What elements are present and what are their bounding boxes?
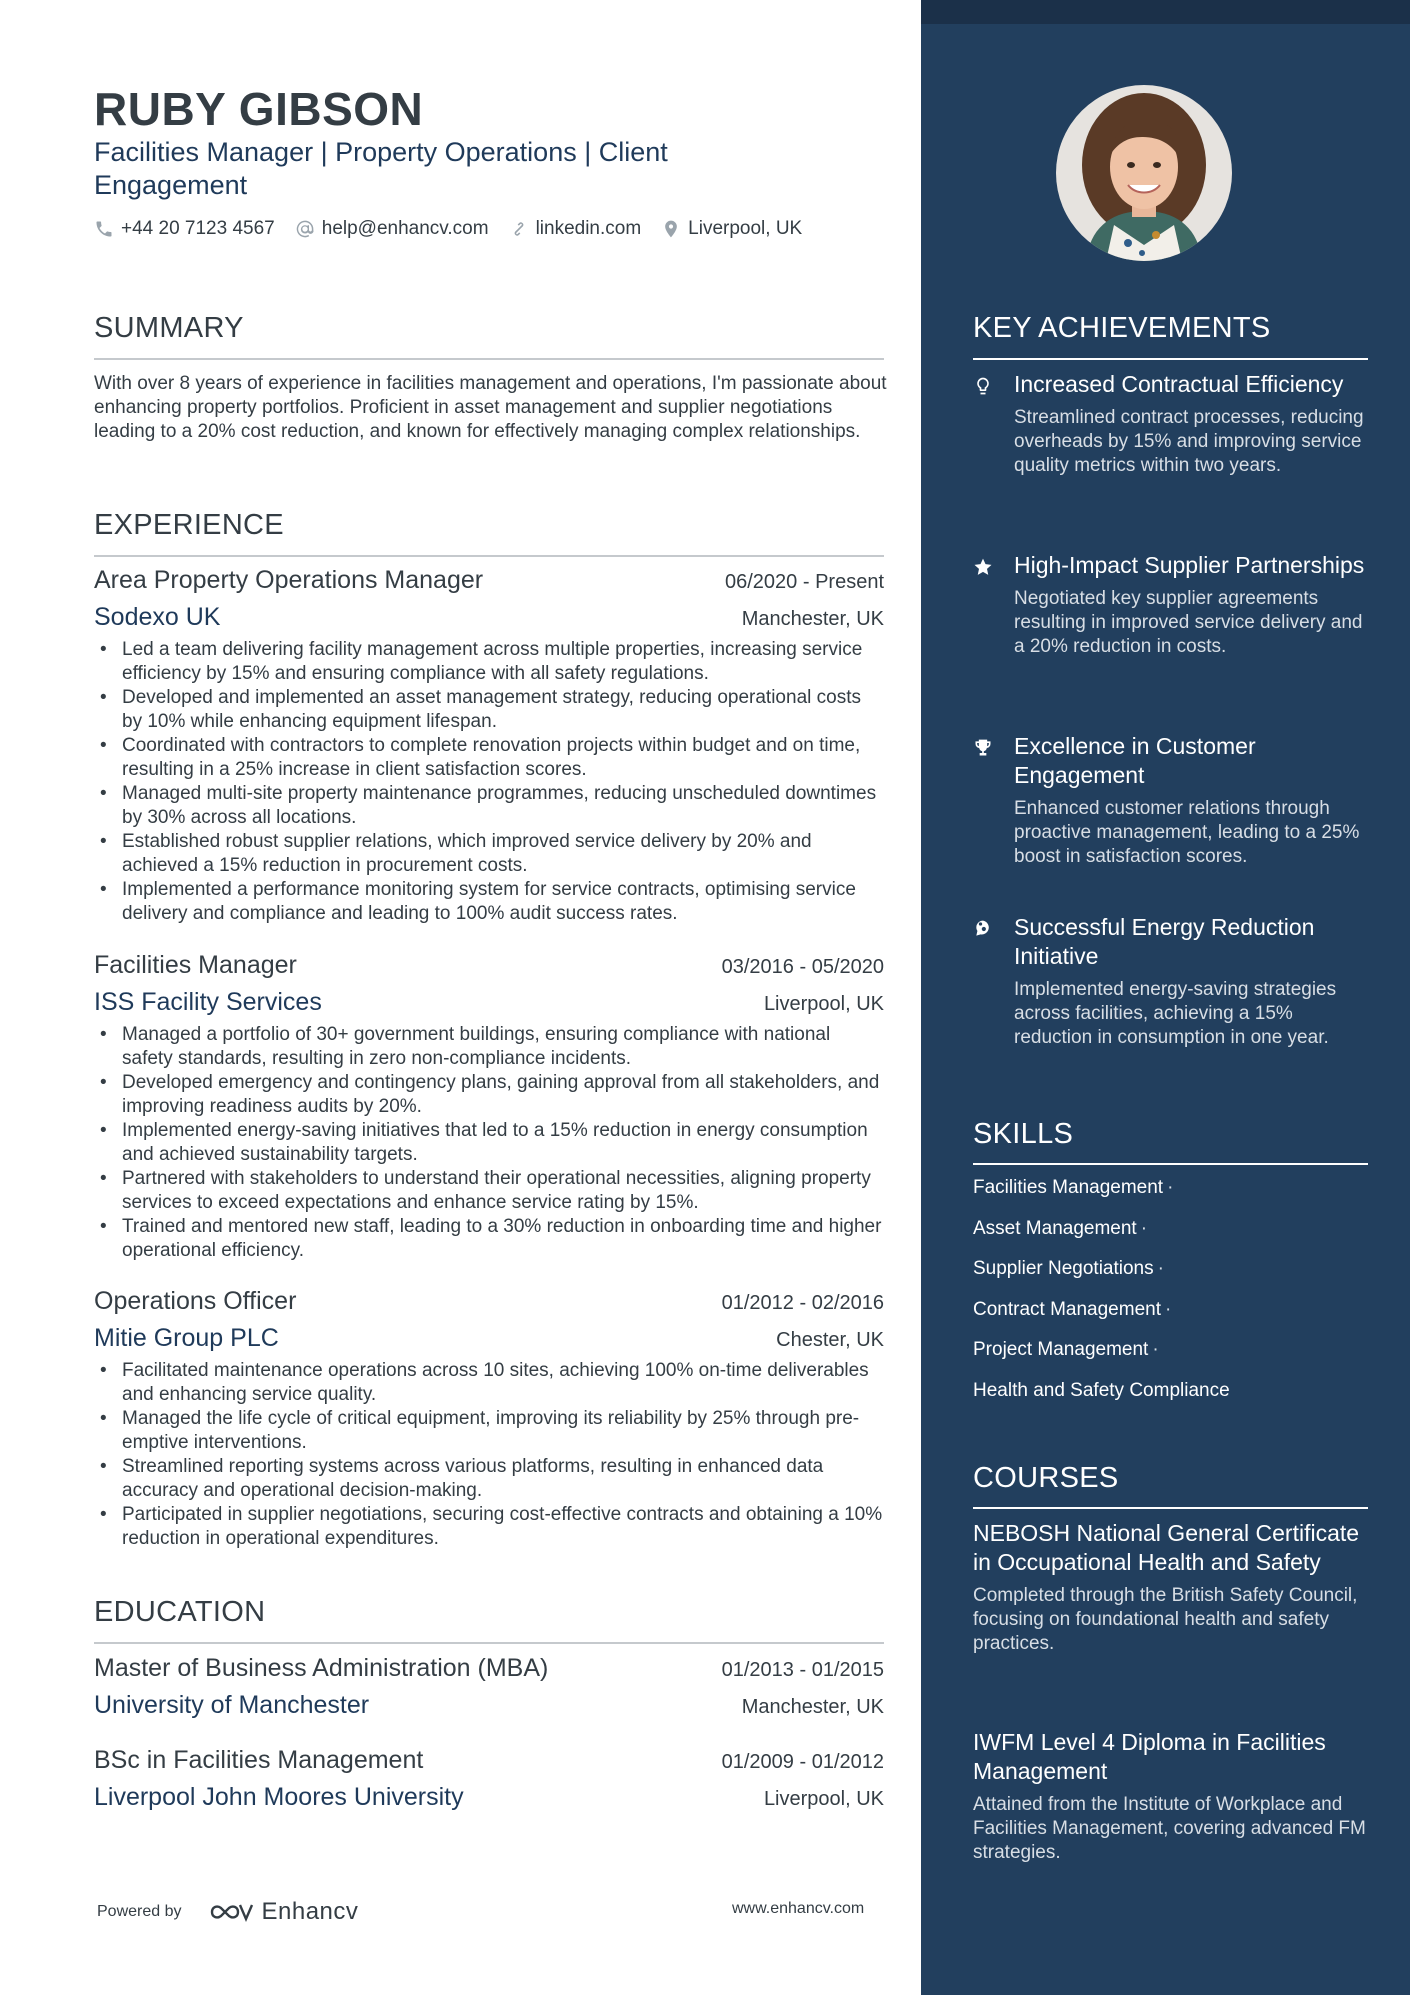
experience-divider: [94, 555, 884, 557]
skill-item: [973, 1298, 1230, 1339]
skill-item: [973, 1176, 1230, 1217]
achievement-item: [973, 732, 1373, 869]
skill-label: Project Management: [973, 1339, 1149, 1360]
job-bullet: • Partnered with stakeholders to understand their operational necessities, aligning property services to exceed expectations and enhance service rating by 15%.: [94, 1167, 884, 1215]
skill-label: Health and Safety Compliance: [973, 1379, 1230, 1401]
skill-separator: ·: [1140, 1217, 1148, 1239]
education-heading: EDUCATION: [94, 1596, 266, 1628]
profile-photo: [1056, 85, 1232, 261]
job-bullet: • Coordinated with contractors to complete renovation projects within budget and on time, resulting in a 25% increase in client satisfaction scores.: [94, 734, 884, 782]
enhancv-brand: Enhancv: [261, 1898, 359, 1925]
summary-heading: SUMMARY: [94, 312, 244, 344]
achievements-divider: [973, 358, 1368, 360]
job-title: Operations Officer: [94, 1287, 297, 1315]
skills-divider: [973, 1163, 1368, 1165]
skill-label: Supplier Negotiations: [973, 1258, 1154, 1279]
job-dates: 06/2020 - Present: [725, 571, 884, 593]
courses-divider: [973, 1507, 1368, 1509]
job-entry: [94, 566, 884, 926]
course-item: [973, 1519, 1368, 1656]
achievement-description: Negotiated key supplier agreements resulting in improved service delivery and a 20% reduction in costs.: [1014, 588, 1363, 657]
job-bullet: • Streamlined reporting systems across various platforms, resulting in enhanced data accuracy and operational decision-making.: [94, 1455, 884, 1503]
brain-icon: [973, 919, 993, 939]
achievement-description: Implemented energy-saving strategies across facilities, achieving a 15% reduction in consumption in one year.: [1014, 979, 1337, 1048]
footer-url[interactable]: www.enhancv.com: [732, 1900, 865, 1917]
course-title: NEBOSH National General Certificate in Occupational Health and Safety: [973, 1520, 1360, 1575]
job-location: Manchester, UK: [741, 608, 884, 630]
achievement-title: Successful Energy Reduction Initiative: [1014, 914, 1315, 969]
sidebar: [921, 0, 1410, 1995]
skills-list: [973, 1176, 1230, 1419]
candidate-headline: Facilities Manager | Property Operations | Client Engagement: [94, 137, 668, 200]
job-bullet: • Developed emergency and contingency plans, gaining approval from all stakeholders, and improving readiness audits by 20%.: [94, 1071, 884, 1119]
skill-separator: ·: [1152, 1339, 1159, 1360]
education-divider: [94, 1642, 884, 1644]
candidate-name: RUBY GIBSON: [94, 83, 424, 135]
education-location: Liverpool, UK: [763, 1788, 884, 1810]
skill-item: [973, 1257, 1230, 1298]
email-text: help@enhancv.com: [321, 218, 489, 239]
achievement-title: High-Impact Supplier Partnerships: [1014, 552, 1365, 578]
link-text: linkedin.com: [535, 218, 642, 239]
link-icon: [509, 219, 529, 239]
education-degree: BSc in Facilities Management: [94, 1746, 424, 1774]
job-bullet: • Implemented energy-saving initiatives that led to a 15% reduction in energy consumption and achieved sustainability targets.: [94, 1119, 884, 1167]
footer-powered-by: [97, 1898, 358, 1926]
achievement-description: Streamlined contract processes, reducing overheads by 15% and improving service quality metrics within two years.: [1014, 407, 1364, 476]
education-dates: 01/2013 - 01/2015: [721, 1659, 884, 1681]
job-dates: 03/2016 - 05/2020: [721, 956, 884, 978]
contact-location: [661, 218, 802, 240]
phone-icon: [94, 219, 114, 239]
job-title: Area Property Operations Manager: [94, 566, 484, 594]
job-location: Liverpool, UK: [763, 993, 884, 1015]
education-degree: Master of Business Administration (MBA): [94, 1654, 549, 1682]
summary-divider: [94, 358, 884, 360]
job-bullet: • Managed a portfolio of 30+ government buildings, ensuring compliance with national safety standards, resulting in zero non-compliance incidents.: [94, 1023, 884, 1071]
skill-separator: ·: [1167, 1177, 1174, 1198]
job-company: Sodexo UK: [94, 603, 221, 631]
skill-separator: ·: [1157, 1258, 1164, 1279]
job-bullets: [94, 638, 884, 926]
job-location: Chester, UK: [776, 1329, 884, 1351]
education-school: University of Manchester: [94, 1691, 370, 1719]
job-bullet: • Implemented a performance monitoring system for service contracts, optimising service delivery and compliance and leading to 100% audit success rates.: [94, 878, 884, 926]
star-icon: [973, 557, 993, 577]
job-bullet: • Developed and implemented an asset management strategy, reducing operational costs by 10% while enhancing equipment lifespan.: [94, 686, 884, 734]
courses-heading: COURSES: [973, 1462, 1119, 1494]
course-title: IWFM Level 4 Diploma in Facilities Management: [973, 1729, 1326, 1784]
skill-separator: ·: [1165, 1298, 1172, 1320]
education-dates: 01/2009 - 01/2012: [721, 1751, 884, 1773]
achievement-item: [973, 370, 1373, 478]
contact-phone: [94, 218, 275, 240]
phone-text: +44 20 7123 4567: [121, 218, 275, 239]
job-bullet: • Managed the life cycle of critical equipment, improving its reliability by 25% through pre-emptive interventions.: [94, 1407, 884, 1455]
location-text: Liverpool, UK: [688, 218, 803, 239]
education-location: Manchester, UK: [741, 1696, 884, 1718]
job-bullets: [94, 1359, 884, 1551]
job-bullet: • Managed multi-site property maintenance programmes, reducing unscheduled downtimes by 30% across all locations.: [94, 782, 884, 830]
achievement-title: Increased Contractual Efficiency: [1014, 371, 1344, 397]
summary-text: With over 8 years of experience in facilities management and operations, I'm passionate about enhancing property portfolios. Proficient in asset management and supplier negotiations leading to a 20% cost reduction, and known for effectively managing complex relationships.: [94, 373, 887, 442]
skill-item: [973, 1338, 1230, 1379]
job-company: ISS Facility Services: [94, 988, 322, 1016]
course-description: Attained from the Institute of Workplace and Facilities Management, covering advanced FM strategies.: [973, 1794, 1366, 1863]
course-description: Completed through the British Safety Council, focusing on foundational health and safety practices.: [973, 1585, 1358, 1654]
achievement-item: [973, 551, 1373, 659]
job-bullet: • Participated in supplier negotiations, securing cost-effective contracts and obtaining a 10% reduction in operational expenditures.: [94, 1503, 884, 1551]
skills-heading: SKILLS: [973, 1118, 1074, 1150]
enhancv-logo-icon: [208, 1900, 254, 1924]
achievement-item: [973, 913, 1373, 1050]
job-bullet: • Led a team delivering facility management across multiple properties, increasing service efficiency by 15% and ensuring compliance with all safety regulations.: [94, 638, 884, 686]
profile-photo-image: [1056, 85, 1232, 261]
powered-by-text: Powered by: [97, 1903, 182, 1920]
job-dates: 01/2012 - 02/2016: [721, 1292, 884, 1314]
skill-item: [973, 1217, 1230, 1258]
education-entry: [94, 1654, 884, 1720]
job-bullets: [94, 1023, 884, 1263]
skill-label: Contract Management: [973, 1298, 1161, 1320]
contact-email[interactable]: [295, 218, 489, 240]
trophy-icon: [973, 738, 993, 758]
job-bullet: • Established robust supplier relations, which improved service delivery by 20% and achieved a 15% reduction in procurement costs.: [94, 830, 884, 878]
lightbulb-icon: [973, 376, 993, 396]
job-bullet: • Trained and mentored new staff, leading to a 30% reduction in onboarding time and higher operational efficiency.: [94, 1215, 884, 1263]
contact-link[interactable]: [509, 218, 642, 240]
at-icon: [295, 219, 315, 239]
achievement-title: Excellence in Customer Engagement: [1014, 733, 1256, 788]
achievement-description: Enhanced customer relations through proactive management, leading to a 25% boost in satisfaction scores.: [1014, 798, 1360, 867]
experience-heading: EXPERIENCE: [94, 509, 284, 541]
contact-bar: [94, 218, 822, 240]
job-company: Mitie Group PLC: [94, 1324, 279, 1352]
skill-label: Asset Management: [973, 1217, 1137, 1239]
skill-item: [973, 1379, 1230, 1420]
course-item: [973, 1728, 1368, 1865]
job-entry: [94, 951, 884, 1263]
education-entry: [94, 1746, 884, 1812]
job-title: Facilities Manager: [94, 951, 297, 979]
location-pin-icon: [661, 219, 681, 239]
job-entry: [94, 1287, 884, 1551]
job-bullet: • Facilitated maintenance operations across 10 sites, achieving 100% on-time deliverables and enhancing service quality.: [94, 1359, 884, 1407]
skill-label: Facilities Management: [973, 1177, 1164, 1198]
achievements-heading: KEY ACHIEVEMENTS: [973, 312, 1271, 344]
sidebar-top-band: [921, 0, 1410, 24]
education-school: Liverpool John Moores University: [94, 1783, 464, 1811]
